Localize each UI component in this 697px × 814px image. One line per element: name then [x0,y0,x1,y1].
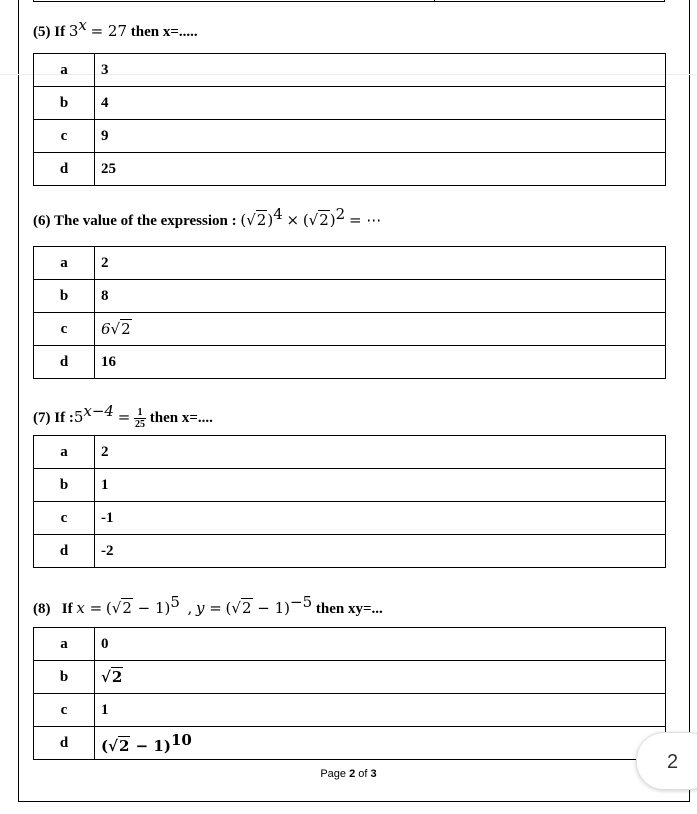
option-row[interactable] [34,346,666,379]
page-badge-number: 2 [667,751,679,773]
q7-numerator: 1 [134,407,146,419]
option-row[interactable] [34,502,666,535]
option-minus: − 1 [135,736,164,755]
question-8-options [33,627,666,760]
option-row[interactable] [34,247,666,280]
q6-radicand-1: 2 [256,211,267,229]
question-6-options [33,246,666,379]
option-row[interactable] [34,153,666,186]
q8-y-exponent: −5 [290,593,313,611]
q5-equation: = 27 [90,22,128,40]
question-8-tail: then xy=... [315,601,383,617]
q5-exponent: x [78,16,87,34]
option-letter: b [34,469,95,502]
question-5 [33,16,198,41]
q7-base: 5 [73,408,84,426]
page-number-badge[interactable] [636,732,697,790]
q8-y-minus: − 1 [257,599,285,617]
option-value: $(√2 - 1)^{10}$ [95,727,666,760]
option-radicand: 2 [121,319,131,338]
option-letter: a [34,436,95,469]
q7-fraction [134,407,146,430]
option-value: 25 [95,153,666,186]
option-letter: d [34,535,95,568]
q7-denominator: 25 [135,419,146,431]
q8-x-minus: − 1 [137,599,165,617]
option-letter: a [34,247,95,280]
question-7-label: (7) If : [33,410,74,426]
option-row[interactable] [34,469,666,502]
question-5-label: (5) If [33,24,66,40]
question-8-if: If [61,601,73,617]
option-row[interactable] [34,313,666,346]
footer-current-page: 2 [349,768,356,780]
footer-total-pages: 3 [370,768,377,780]
question-6-tail: = ⋯ [348,211,382,229]
option-letter: d [34,346,95,379]
option-letter: c [34,502,95,535]
question-8: (8) If $x = (√2 - 1)^5$ , $y = (√2 - 1)^{-5}$ then xy=... [33,593,383,617]
q6-times: × [286,211,300,229]
option-row[interactable] [34,120,666,153]
option-letter: c [34,313,95,346]
footer-of: of [358,768,368,780]
question-5-options [33,53,666,186]
option-value: 2 [95,247,666,280]
option-exponent: 10 [170,730,192,749]
option-row[interactable] [34,54,666,87]
option-value: -2 [95,535,666,568]
option-letter: c [34,120,95,153]
question-7 [33,402,213,430]
question-6: (6) The value of the expression : $(√2)^4 \times (√2)^2$ = ⋯ [33,205,382,229]
option-letter: c [34,694,95,727]
q6-exponent-1: 4 [273,205,283,223]
option-coefficient: 6 [101,319,111,338]
option-radicand: 2 [118,736,130,755]
question-7-tail: then x=.... [149,410,213,426]
option-value: 0 [95,628,666,661]
option-value: 8 [95,280,666,313]
question-6-label: (6) The value of the expression : [33,213,237,229]
option-row[interactable] [34,535,666,568]
previous-question-table-edge [33,0,665,2]
option-row[interactable] [34,661,666,694]
option-value: 2 [95,436,666,469]
q7-exponent: x−4 [83,402,114,420]
question-8-label: (8) [33,601,51,617]
option-value: √2 [95,661,666,694]
option-row[interactable] [34,280,666,313]
option-row[interactable] [34,628,666,661]
option-row[interactable] [34,727,666,760]
q8-x-radicand: 2 [122,599,132,617]
q6-exponent-2: 2 [335,205,346,223]
option-value: 1 [95,469,666,502]
option-value: 1 [95,694,666,727]
option-value: 4 [95,87,666,120]
q6-radicand-2: 2 [319,211,329,229]
option-value: -1 [95,502,666,535]
option-value: 3 [95,54,666,87]
option-radicand: 2 [111,667,123,686]
question-5-tail: then x=..... [130,24,198,40]
option-value: 9 [95,120,666,153]
q5-base: 3 [68,22,79,40]
q8-x-lhs: x = [76,599,103,617]
q8-y-radicand: 2 [241,599,252,617]
option-value: 16 [95,346,666,379]
option-letter: d [34,153,95,186]
option-letter: d [34,727,95,760]
option-letter: a [34,628,95,661]
option-letter: b [34,661,95,694]
q8-x-exponent: 5 [170,593,180,611]
option-letter: a [34,54,95,87]
q7-equals: = [117,408,131,426]
question-7-options [33,435,666,568]
option-row[interactable] [34,436,666,469]
q8-y-lhs: y = [195,599,222,617]
option-letter: b [34,87,95,120]
page-footer [0,768,697,780]
option-row[interactable] [34,87,666,120]
q8-separator: , [187,599,193,617]
footer-prefix: Page [320,768,347,780]
option-value: 6√2 [95,313,666,346]
option-letter: b [34,280,95,313]
option-row[interactable] [34,694,666,727]
